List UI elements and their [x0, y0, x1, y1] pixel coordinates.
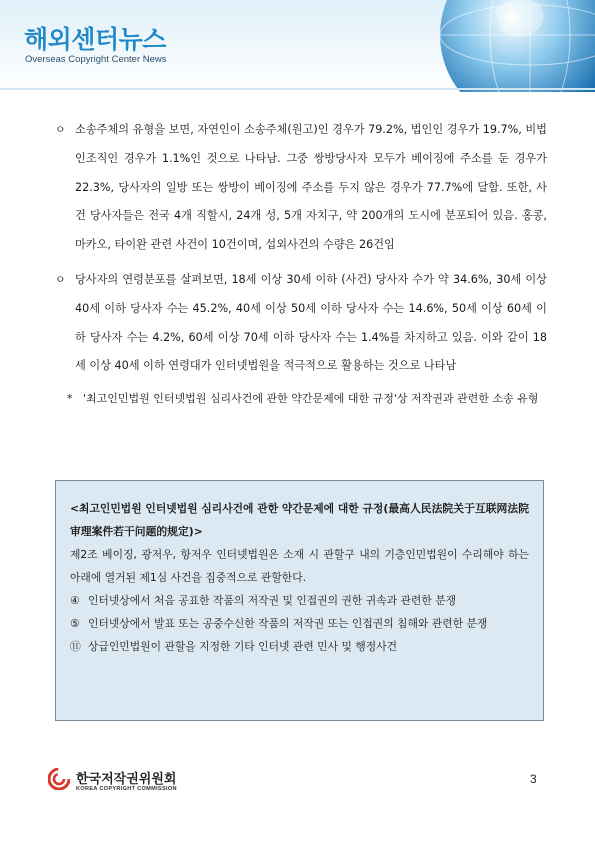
bullet-paragraph	[55, 266, 547, 381]
item-text: 상급인민법원이 관할을 지정한 기타 인터넷 관련 민사 및 행정사건	[88, 640, 398, 653]
note-mark: *	[67, 392, 73, 406]
note-text: '최고인민법원 인터넷법원 심리사건에 관한 약간문제에 대한 규정'상 저작권과 관련한 소송 유형	[83, 392, 539, 406]
org-name: 한국저작권위원회	[76, 772, 177, 787]
bullet-mark: ㅇ	[55, 272, 66, 286]
regulation-item	[70, 635, 529, 658]
item-number: ⑤	[70, 617, 80, 630]
main-content	[55, 116, 547, 413]
item-text: 인터넷상에서 발표 또는 공중수신한 작품의 저작권 또는 인접권의 침해와 관련한 분쟁	[88, 617, 488, 630]
header-subtitle: Overseas Copyright Center News	[25, 54, 167, 65]
header-title: 해외센터뉴스	[24, 25, 166, 54]
header-divider	[0, 88, 595, 90]
footnote-reference	[55, 385, 547, 413]
regulation-article: 제2조 베이징, 광저우, 항저우 인터넷법원은 소재 시 관할구 내의 기층인민법원이 수리해야 하는 아래에 열거된 제1심 사건을 집중적으로 관할한다.	[70, 548, 529, 584]
item-text: 인터넷상에서 처음 공표한 작품의 저작권 및 인접권의 권한 귀속과 관련한 분쟁	[88, 594, 457, 607]
commission-logo-icon	[48, 768, 70, 790]
regulation-title: <최고인민법원 인터넷법원 심리사건에 관한 약간문제에 대한 규정(最高人民法院关于互联网法院审理案件若干问题的规定)>	[70, 502, 529, 538]
bullet-text: 소송주체의 유형을 보면, 자연인이 소송주체(원고)인 경우가 79.2%, 법인인 경우가 19.7%, 비법인조직인 경우가 1.1%인 것으로 나타남. 그중 쌍방당사자 모두가 베이징에 주소를 둔 경우가 22.3%, 당사자의 일방 또는 쌍방이 베이징에 주소를 두지 않은 경우가 77.7%에 달함. 또한, 사건 당사자들은 전국 4개 직할시, 24개 성, 5개 자치구, 약 200개의 도시에 분포되어 있음. 홍콩, 마카오, 타이완 관련 사건이 10건이며, 섭외사건의 수량은 26건임	[75, 123, 547, 252]
org-name-english: KOREA COPYRIGHT COMMISSION	[76, 786, 177, 792]
page-number: 3	[530, 772, 537, 786]
globe-graphic	[435, 0, 595, 92]
regulation-box	[55, 480, 544, 721]
regulation-item	[70, 612, 529, 635]
item-number: ④	[70, 594, 80, 607]
regulation-item	[70, 589, 529, 612]
bullet-paragraph	[55, 116, 547, 260]
item-number: ⑪	[70, 640, 81, 653]
bullet-mark: ㅇ	[55, 123, 66, 136]
page-header	[0, 0, 595, 92]
bullet-text: 당사자의 연령분포를 살펴보면, 18세 이상 30세 이하 (사건) 당사자 수가 약 34.6%, 30세 이상 40세 이하 당사자 수는 45.2%, 40세 이상 50세 이하 당사자 수는 14.6%, 50세 이상 60세 이하 당사자 수는 4.2%, 60세 이상 70세 이하 당사자 수는 1.4%를 차지하고 있음. 이와 같이 18세 이상 40세 이하 연령대가 인터넷법원을 적극적으로 활용하는 것으로 나타남	[75, 272, 547, 373]
